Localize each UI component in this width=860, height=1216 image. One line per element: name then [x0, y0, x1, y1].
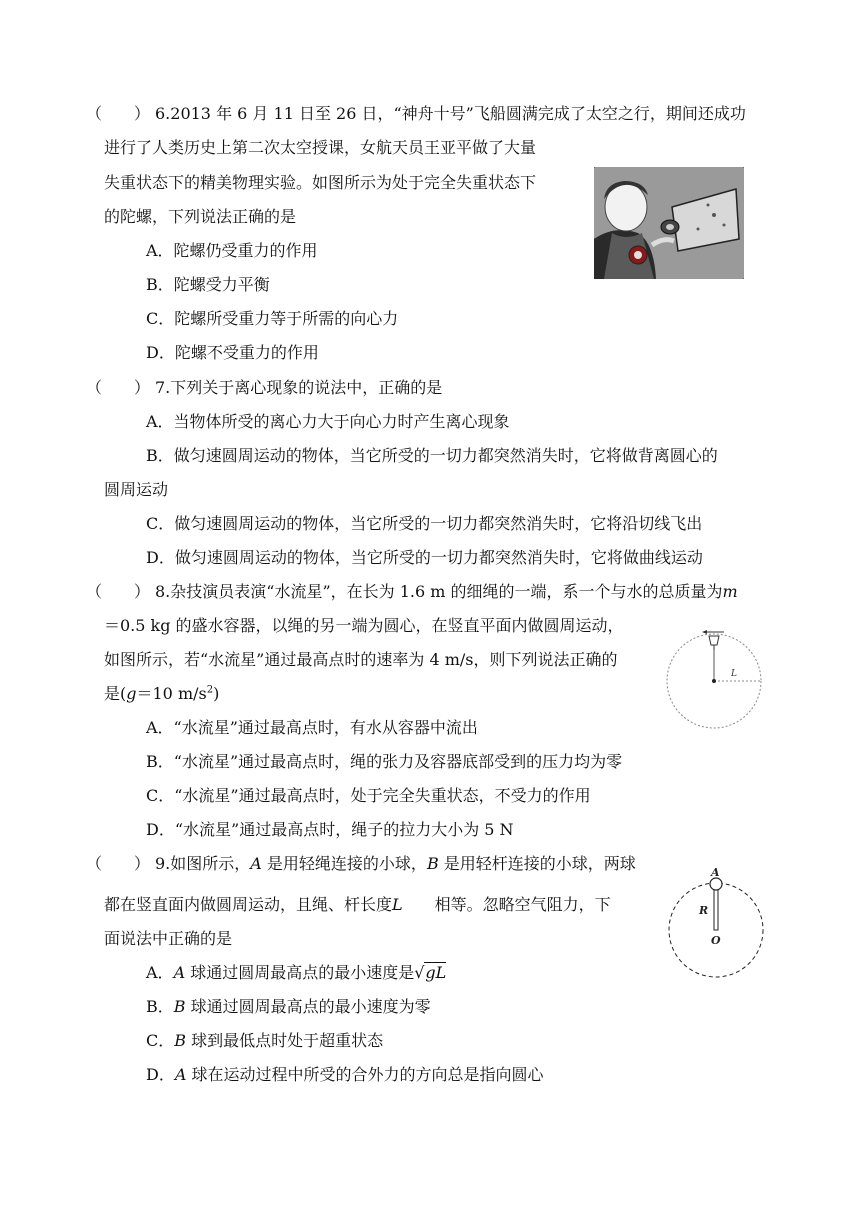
q9-optA-b: 球通过圆周最高点的最小速度是 [185, 963, 415, 982]
q8-option-a: A．“水流星”通过最高点时，有水从容器中流出 [146, 718, 478, 737]
q6-option-d: D．陀螺不受重力的作用 [146, 343, 319, 362]
q6-line-1: 6.2013 年 6 月 11 日至 26 日，“神舟十号”飞船圆满完成了太空之行，期间还成功 [155, 104, 746, 123]
q9-var-B: B [426, 854, 439, 873]
q8-line-2: ＝0.5 kg 的盛水容器，以绳的另一端为圆心，在竖直平面内做圆周运动， [104, 616, 624, 635]
q6-option-a: A．陀螺仍受重力的作用 [146, 241, 318, 260]
q8-l4c: ) [213, 684, 220, 703]
fig-label-R: R [699, 904, 709, 917]
q7-option-b: B．做匀速圆周运动的物体，当它所受的一切力都突然消失时，它将做背离圆心的 [146, 446, 718, 465]
water-meteor-diagram [664, 628, 766, 732]
q9-option-a [146, 962, 446, 984]
q8-line-3: 如图所示，若“水流星”通过最高点时的速率为 4 m/s，则下列说法正确的 [104, 650, 618, 669]
q9-l2b: 相等。忽略空气阻力，下 [402, 895, 611, 914]
fig-label-O: O [711, 934, 721, 947]
sqrt-gL-radicand: gL [425, 963, 447, 982]
q6-option-b: B．陀螺受力平衡 [146, 275, 270, 294]
q9-l1b: 是用轻绳连接的小球， [261, 854, 427, 873]
q9-option-c [146, 1030, 383, 1052]
astronaut-gyroscope-photo [594, 167, 744, 279]
q9-l2a: 都在竖直面内做圆周运动，且绳、杆长度 [104, 895, 393, 914]
q9-option-d [146, 1064, 544, 1086]
q8-option-d: D．“水流星”通过最高点时，绳子的拉力大小为 5 N [146, 820, 514, 839]
q9-optD-var: A [174, 1065, 187, 1084]
q9-optC-b: 球到最低点时处于超重状态 [186, 1031, 384, 1050]
q8-line-4 [104, 683, 219, 705]
q8-line-1 [155, 581, 738, 603]
sqrt-gL: √gL [414, 963, 447, 982]
q9-optB-a: B． [146, 997, 174, 1016]
q8-option-b: B．“水流星”通过最高点时，绳的张力及容器底部受到的压力均为零 [146, 752, 623, 771]
q9-line-2 [104, 894, 611, 916]
q6-paren: （ ） [86, 104, 151, 123]
q6-line-2: 进行了人类历史上第二次太空授课，女航天员王亚平做了大量 [104, 138, 537, 157]
q7-line-1: 7.下列关于离心现象的说法中，正确的是 [155, 378, 443, 397]
q9-optB-var: B [173, 997, 186, 1016]
q7-option-c: C．做匀速圆周运动的物体，当它所受的一切力都突然消失时，它将沿切线飞出 [146, 514, 703, 533]
q7-option-a: A．当物体所受的离心力大于向心力时产生离心现象 [146, 412, 510, 431]
q9-var-L: L [392, 895, 403, 914]
q9-optA-var: A [173, 963, 186, 982]
q9-optD-a: D． [146, 1065, 175, 1084]
q9-optD-b: 球在运动过程中所受的合外力的方向总是指向圆心 [186, 1065, 544, 1084]
q9-optA-a: A． [146, 963, 174, 982]
q7-option-d: D．做匀速圆周运动的物体，当它所受的一切力都突然消失时，它将做曲线运动 [146, 548, 703, 567]
q8-sup: 2 [206, 684, 214, 696]
q8-l4a: 是( [104, 684, 127, 703]
q9-line-3: 面说法中正确的是 [104, 929, 233, 948]
q8-line-1-text: 8.杂技演员表演“水流星”，在长为 1.6 m 的细绳的一端，系一个与水的总质量为 [155, 582, 723, 601]
q8-var-m: m [722, 582, 738, 601]
q9-optB-b: 球通过圆周最高点的最小速度为零 [185, 997, 431, 1016]
ball-rod-circle-diagram [664, 866, 768, 978]
q9-l1c: 是用轻杆连接的小球，两球 [438, 854, 636, 873]
q9-paren: （ ） [86, 854, 151, 873]
fig-label-A: A [711, 866, 720, 879]
q9-optC-var: B [174, 1031, 187, 1050]
q6-option-c: C．陀螺所受重力等于所需的向心力 [146, 309, 399, 328]
q6-line-3: 失重状态下的精美物理实验。如图所示为处于完全失重状态下 [104, 173, 537, 192]
q9-var-A: A [250, 854, 262, 873]
q8-paren: （ ） [86, 582, 151, 601]
q8-option-c: C．“水流星”通过最高点时，处于完全失重状态，不受力的作用 [146, 786, 591, 805]
q7-option-b-cont: 圆周运动 [104, 480, 169, 499]
q9-optC-a: C． [146, 1031, 175, 1050]
q8-var-g: g [126, 684, 137, 703]
q9-line-1 [155, 853, 636, 875]
fig-label-L: L [731, 669, 737, 679]
q6-line-4: 的陀螺，下列说法正确的是 [104, 207, 297, 226]
q9-option-b [146, 996, 431, 1018]
q8-l4b: ＝10 m/s [136, 684, 207, 703]
q9-l1a: 9.如图所示， [155, 854, 251, 873]
q7-paren: （ ） [86, 378, 151, 397]
